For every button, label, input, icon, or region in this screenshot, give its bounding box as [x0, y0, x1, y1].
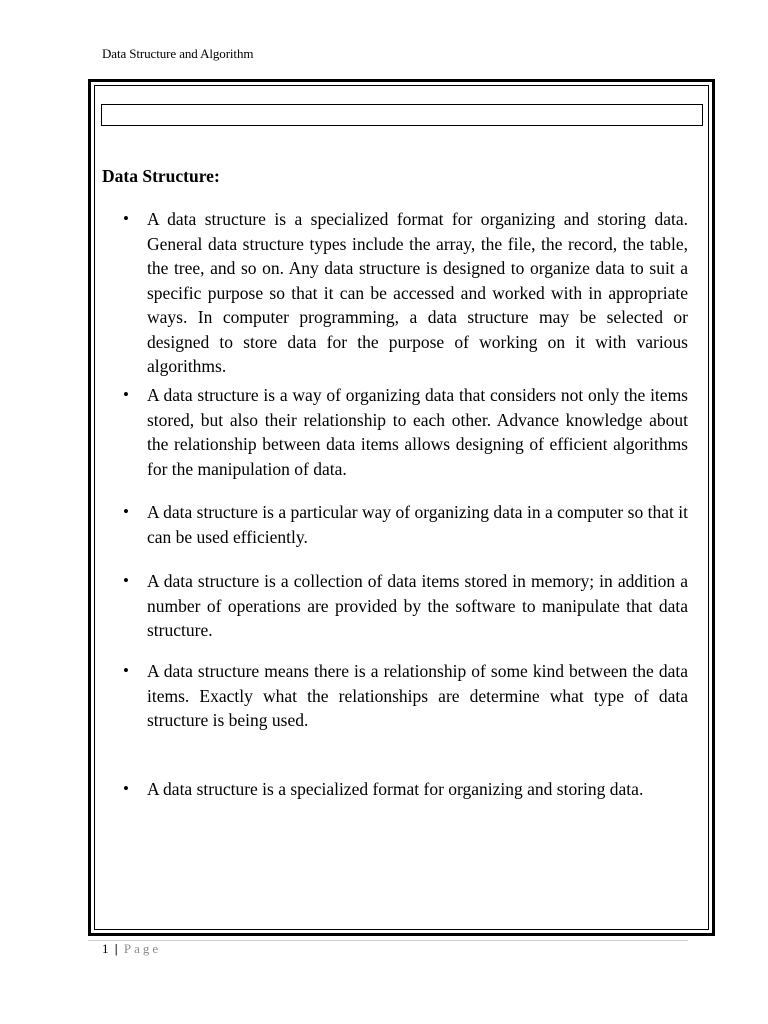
bullet-icon: •: [123, 385, 129, 404]
document-header: Data Structure and Algorithm: [102, 46, 254, 61]
page-footer: [102, 941, 161, 957]
bullet-icon: •: [123, 502, 129, 521]
bullet-icon: •: [123, 779, 129, 798]
list-item-text: A data structure is a way of organizing data that considers not only the items stored, but also their relationship to each other. Advance knowledge about the relationship between data items allows designing of efficient algorithms for the manipulation of data.: [147, 385, 688, 479]
footer-divider: [88, 940, 688, 941]
bullet-icon: •: [123, 661, 129, 680]
page-label: Page: [123, 941, 162, 956]
section-heading: Data Structure:: [102, 166, 220, 186]
list-item: [123, 207, 688, 379]
list-item: [123, 777, 682, 802]
list-item: [123, 383, 688, 481]
list-item-text: A data structure is a specialized format for organizing and storing data. General data structure types include the array, the file, the record, the table, the tree, and so on. Any data structure is designed to organize data to suit a specific purpose so that it can be accessed and worked with in appropriate ways. In computer programming, a data structure may be selected or designed to store data for the purpose of working on it with various algorithms.: [147, 209, 688, 376]
list-item-text: A data structure means there is a relationship of some kind between the data items. Exactly what the relationships are determine what type of data structure is being used.: [147, 661, 688, 730]
bullet-icon: •: [123, 571, 129, 590]
footer-separator: |: [114, 941, 119, 956]
list-item: [123, 500, 688, 549]
page-number: 1: [102, 941, 109, 956]
list-item-text: A data structure is a collection of data items stored in memory; in addition a number of operations are provided by the software to manipulate that data structure.: [147, 571, 688, 640]
empty-title-box: [101, 104, 703, 126]
list-item: [123, 659, 688, 733]
list-item-text: A data structure is a specialized format for organizing and storing data.: [147, 779, 644, 799]
list-item-text: A data structure is a particular way of organizing data in a computer so that it can be used efficiently.: [147, 502, 688, 547]
bullet-icon: •: [123, 209, 129, 228]
list-item: [123, 569, 688, 643]
